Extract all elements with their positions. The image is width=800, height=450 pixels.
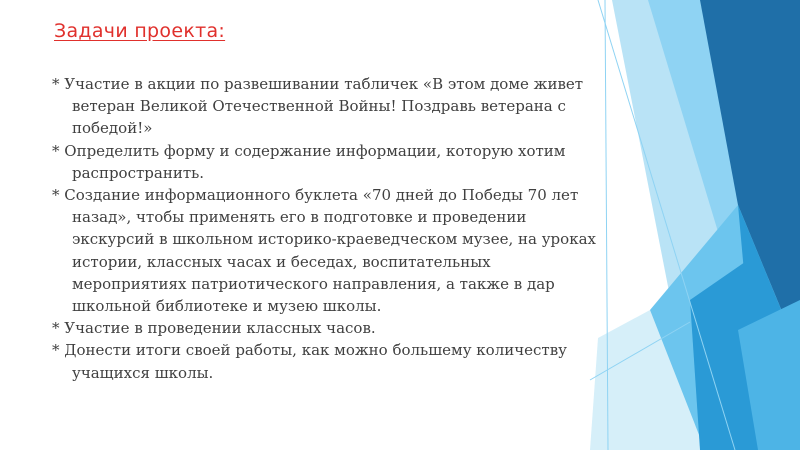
bullet-marker: * <box>52 75 60 93</box>
task-item <box>52 73 608 140</box>
task-text: Определить форму и содержание информации, которую хотим распространить. <box>64 141 566 182</box>
task-list <box>52 73 608 384</box>
bullet-marker: * <box>52 319 60 338</box>
task-text: Участие в проведении классных часов. <box>64 319 376 338</box>
task-text: Донести итоги своей работы, как можно большему количеству учащихся школы. <box>64 341 567 382</box>
task-item <box>52 317 608 339</box>
task-text: Участие в акции по развешивании табличек «В этом доме живет ветеран Великой Отечественной Войны! Поздравь ветерана с победой!» <box>64 75 584 138</box>
task-item <box>52 140 608 184</box>
task-item <box>52 339 608 383</box>
slide-title: Задачи проекта: <box>54 20 226 42</box>
bullet-marker: * <box>52 341 60 360</box>
bullet-marker: * <box>52 186 60 205</box>
bullet-marker: * <box>52 141 60 160</box>
task-item <box>52 184 608 317</box>
task-text: Создание информационного буклета «70 дней до Победы 70 лет назад», чтобы применять его в подготовке и проведении экскурсий в школьном историко-краеведческом музее, на уроках истории, классных часах и беседах, воспитательных мероприятиях патриотического направления, а также в дар школьной библиотеке и музею школы. <box>64 186 596 316</box>
